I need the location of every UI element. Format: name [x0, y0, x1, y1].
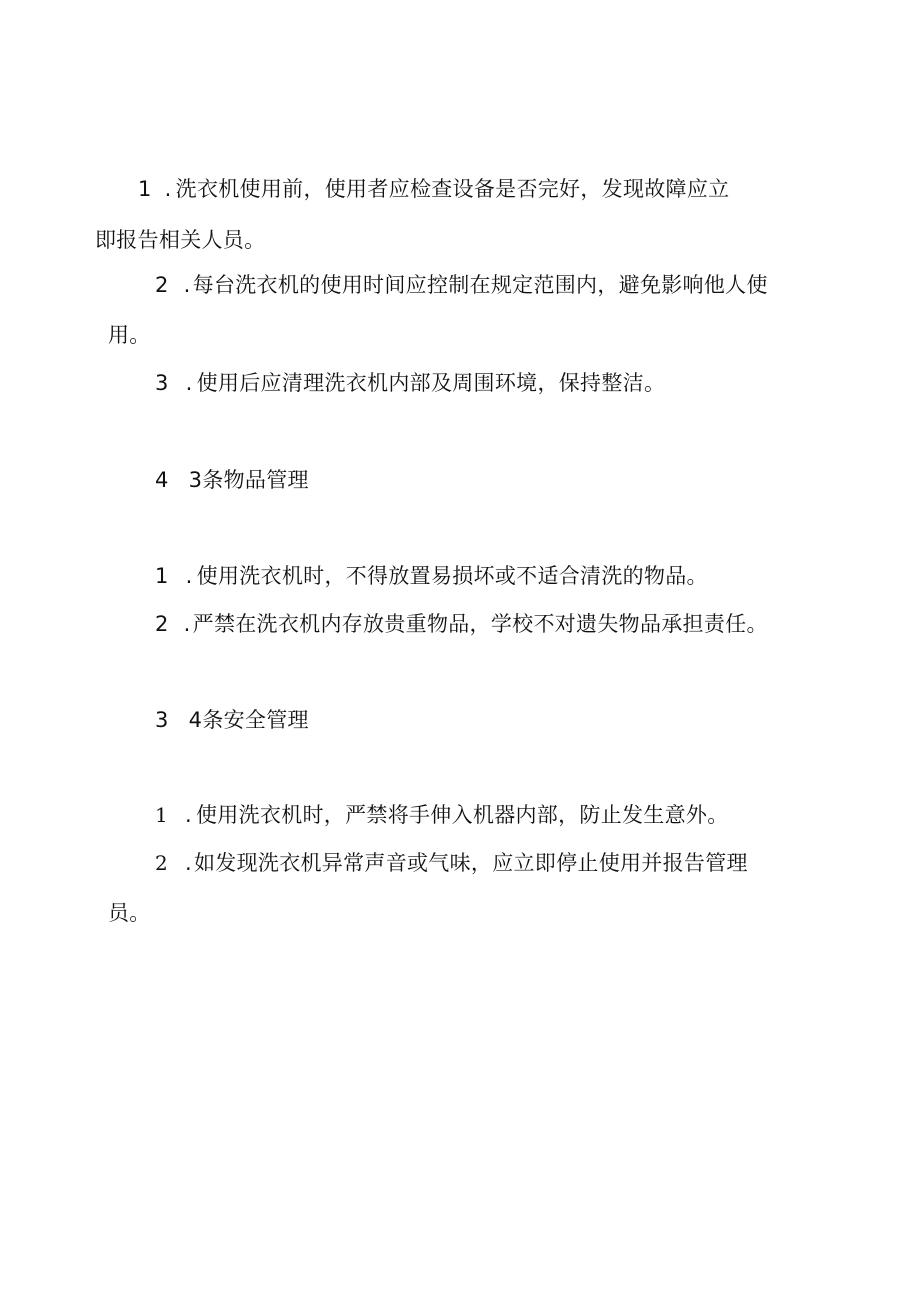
item-number: 1 [138, 177, 152, 201]
list-item [155, 609, 768, 639]
item-text: 用。 [108, 323, 151, 347]
item-text: 严禁在洗衣机内存放贵重物品，学校不对遗失物品承担责任。 [192, 612, 768, 636]
item-text-continuation [95, 225, 265, 255]
item-text: 如发现洗衣机异常声音或气味，应立即停止使用并报告管理 [194, 851, 748, 875]
item-number: 1 [155, 803, 169, 827]
item-separator: . [185, 564, 193, 588]
heading-text: 3条物品管理 [188, 468, 309, 492]
item-separator: . [185, 851, 192, 875]
item-separator: . [164, 177, 172, 201]
item-text: 洗衣机使用前，使用者应检查设备是否完好，发现故障应立 [175, 177, 730, 201]
item-separator: . [183, 612, 191, 636]
item-text-continuation [108, 320, 151, 350]
item-text-continuation [108, 898, 151, 928]
section-heading [155, 705, 309, 735]
list-item [155, 270, 768, 300]
item-text: 使用洗衣机时，不得放置易损坏或不适合清洗的物品。 [196, 564, 708, 588]
list-item [155, 368, 665, 398]
item-number: 1 [155, 564, 169, 588]
item-text: 使用后应清理洗衣机内部及周围环境，保持整洁。 [196, 371, 666, 395]
item-number: 2 [155, 612, 169, 636]
section-heading [155, 465, 309, 495]
heading-number: 3 [155, 708, 169, 732]
item-number: 2 [155, 273, 169, 297]
item-text: 使用洗衣机时，严禁将手伸入机器内部，防止发生意外。 [196, 803, 729, 827]
item-text: 每台洗衣机的使用时间应控制在规定范围内，避免影响他人使 [192, 273, 768, 297]
item-separator: . [185, 803, 192, 827]
item-text: 即报告相关人员。 [95, 228, 266, 252]
list-item [155, 561, 708, 591]
list-item [155, 800, 729, 830]
item-number: 3 [155, 371, 169, 395]
item-number: 2 [155, 851, 169, 875]
list-item [138, 174, 729, 204]
item-text: 员。 [108, 901, 151, 925]
list-item [155, 848, 748, 878]
item-separator: . [185, 371, 193, 395]
heading-number: 4 [155, 468, 169, 492]
heading-text: 4条安全管理 [188, 708, 309, 732]
item-separator: . [183, 273, 191, 297]
